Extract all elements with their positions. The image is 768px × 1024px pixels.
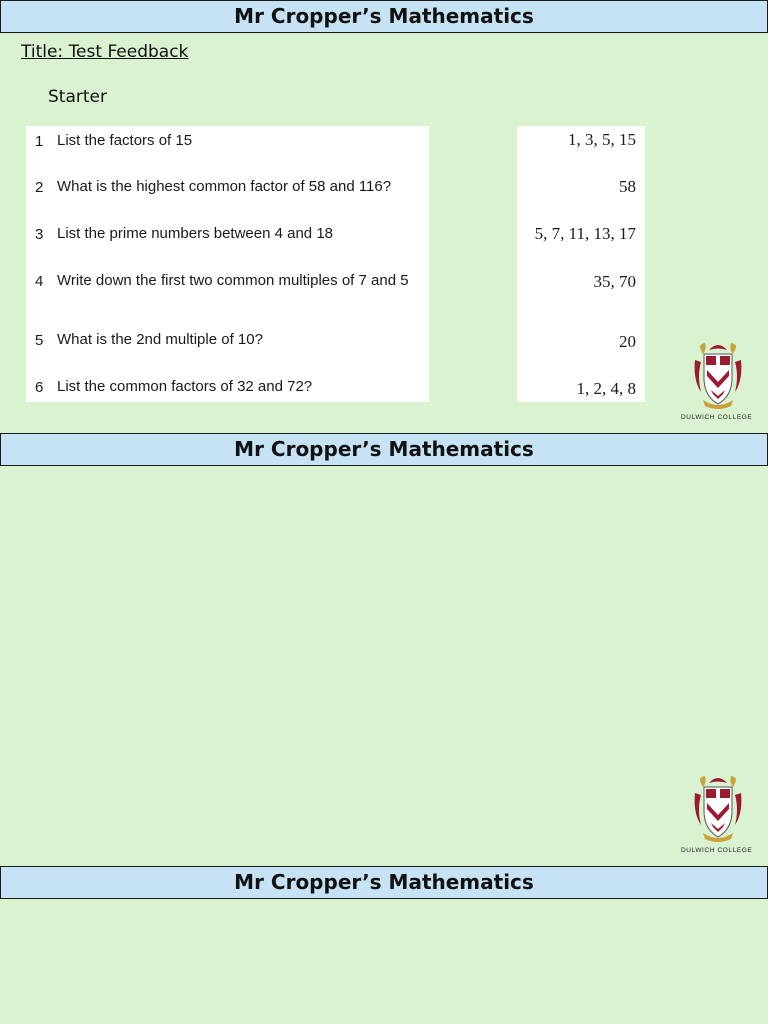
question-number: 1 bbox=[35, 133, 44, 150]
slide-2 bbox=[0, 433, 768, 866]
question-text: What is the highest common factor of 58 and 116? bbox=[57, 178, 392, 195]
question-text: List the prime numbers between 4 and 18 bbox=[57, 225, 333, 242]
section-label-starter: Starter bbox=[48, 87, 107, 107]
question-text: List the common factors of 32 and 72? bbox=[57, 378, 313, 395]
school-name-label: DULWICH COLLEGE bbox=[681, 414, 753, 421]
answer-text: 20 bbox=[619, 332, 636, 351]
question-number: 2 bbox=[35, 179, 44, 196]
question-text: List the factors of 15 bbox=[57, 132, 193, 149]
slide-1 bbox=[0, 0, 768, 433]
answer-text: 5, 7, 11, 13, 17 bbox=[534, 224, 636, 243]
answer-text: 1, 2, 4, 8 bbox=[576, 379, 636, 398]
school-name-label: DULWICH COLLEGE bbox=[681, 847, 753, 854]
answer-text: 58 bbox=[619, 177, 636, 196]
question-number: 3 bbox=[35, 226, 44, 243]
answer-text: 1, 3, 5, 15 bbox=[568, 130, 636, 149]
answers-panel bbox=[517, 126, 645, 402]
question-number: 5 bbox=[35, 332, 44, 349]
question-text: Write down the first two common multiples of 7 and 5 bbox=[57, 272, 409, 289]
answer-text: 35, 70 bbox=[593, 272, 636, 291]
slide-header: Mr Cropper’s Mathematics bbox=[0, 0, 768, 33]
question-number: 4 bbox=[35, 273, 44, 290]
school-crest-icon bbox=[693, 340, 743, 412]
question-text: What is the 2nd multiple of 10? bbox=[57, 331, 263, 348]
slide-header: Mr Cropper’s Mathematics bbox=[0, 433, 768, 466]
school-crest-icon bbox=[693, 773, 743, 845]
slide-3 bbox=[0, 866, 768, 1024]
questions-panel bbox=[26, 126, 429, 402]
lesson-title: Title: Test Feedback bbox=[21, 42, 189, 62]
question-number: 6 bbox=[35, 379, 44, 396]
slide-header: Mr Cropper’s Mathematics bbox=[0, 866, 768, 899]
